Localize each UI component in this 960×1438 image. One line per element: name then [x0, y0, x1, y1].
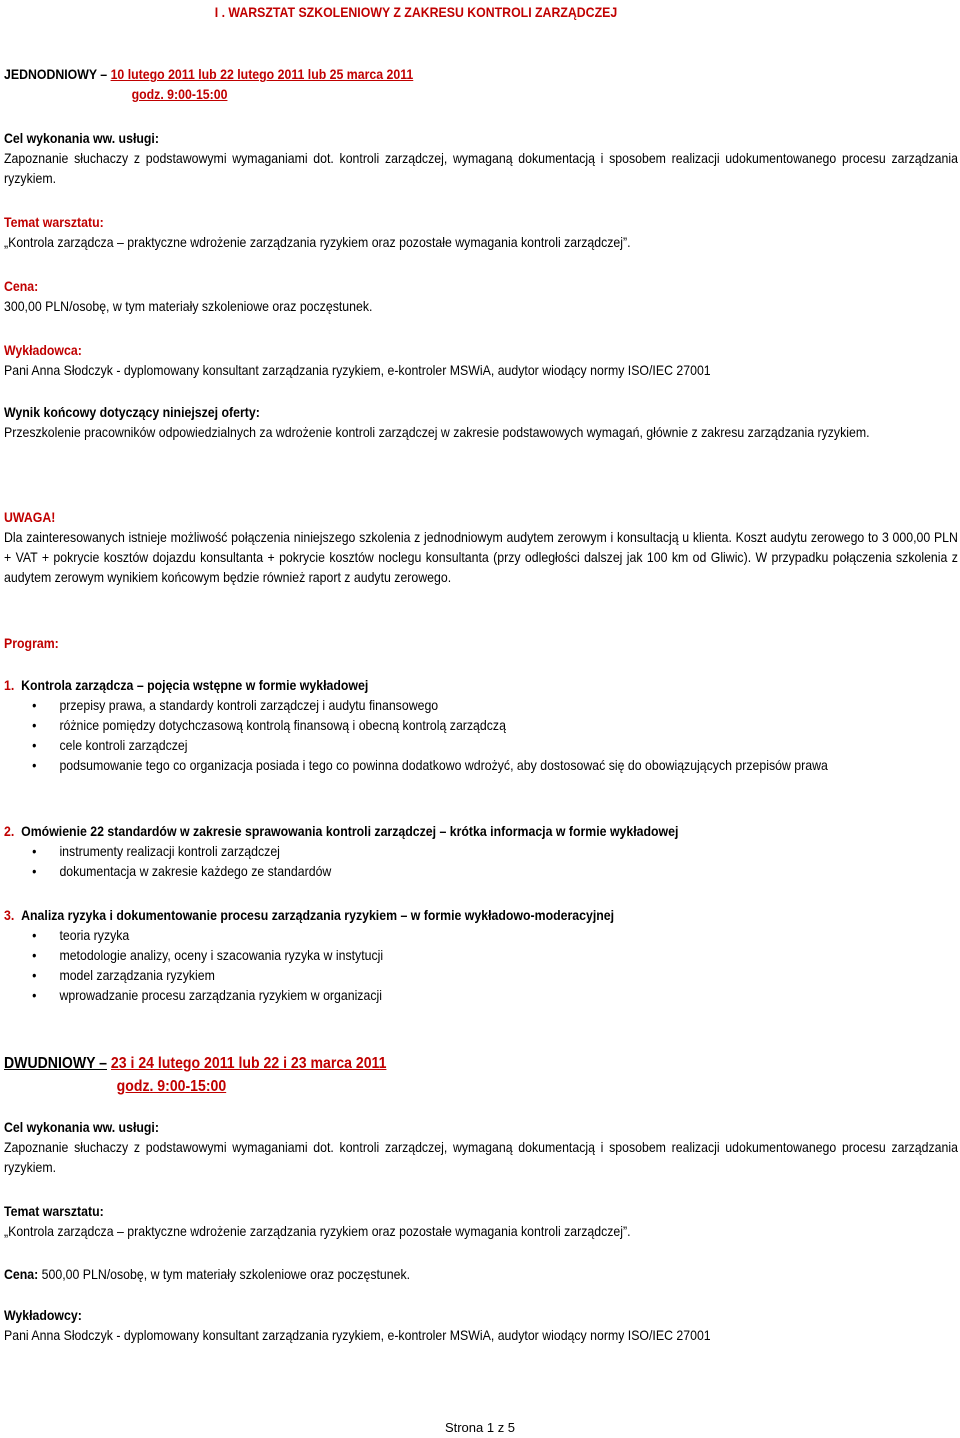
program-3-item: • model zarządzania ryzykiem	[4, 965, 958, 985]
program-1-number: 1.	[4, 677, 15, 693]
document-title	[4, 2, 958, 22]
program-3-number: 3.	[4, 907, 15, 923]
program-1-item: • przepisy prawa, a standardy kontroli zarządczej i audytu finansowego	[4, 695, 958, 715]
two-day-topic-text: „Kontrola zarządcza – praktyczne wdrożenie zarządzania ryzykiem oraz pozostałe wymagania kontroli zarządczej”.	[4, 1223, 631, 1239]
one-day-topic	[4, 212, 958, 252]
two-day-lecturer-text: Pani Anna Słodczyk - dyplomowany konsultant zarządzania ryzykiem, e-kontroler MSWiA, audytor wiodący normy ISO/IEC 27001	[4, 1327, 711, 1343]
two-day-dates: 23 i 24 lutego 2011 lub 22 i 23 marca 2011	[110, 1055, 387, 1072]
notice-text: Dla zainteresowanych istnieje możliwość połączenia niniejszego szkolenia z jednodniowym audytem zerowym i konsultacją u klienta. Koszt audytu zerowego to 3 000,00 PLN + VAT + pokrycie kosztów dojazdu konsultanta + pokrycie kosztów noclegu konsultanta (przy odległości dalszej jak 100 km od Gliwic). W przypadku połączenia szkolenia z audytem zerowym wynikiem końcowym będzie również raport z audytu zerowego.	[4, 529, 958, 585]
two-day-topic-label: Temat warsztatu:	[4, 1203, 104, 1219]
one-day-result	[4, 402, 958, 442]
program-3-item: • metodologie analizy, oceny i szacowania ryzyka w instytucji	[4, 945, 958, 965]
two-day-topic	[4, 1201, 958, 1241]
one-day-price-text: 300,00 PLN/osobę, w tym materiały szkoleniowe oraz poczęstunek.	[4, 298, 373, 314]
one-day-lecturer	[4, 340, 958, 380]
one-day-goal	[4, 128, 958, 188]
one-day-price-label: Cena:	[4, 278, 39, 294]
one-day-topic-text: „Kontrola zarządcza – praktyczne wdrożenie zarządzania ryzykiem oraz pozostałe wymagania kontroli zarządczej”.	[4, 234, 631, 250]
notice-label: UWAGA!	[4, 509, 56, 525]
one-day-lecturer-text: Pani Anna Słodczyk - dyplomowany konsultant zarządzania ryzykiem, e-kontroler MSWiA, audytor wiodący normy ISO/IEC 27001	[4, 362, 711, 378]
two-day-price-text: 500,00 PLN/osobę, w tym materiały szkoleniowe oraz poczęstunek.	[38, 1266, 411, 1282]
program-2-number: 2.	[4, 823, 15, 839]
program-1-title: Kontrola zarządcza – pojęcia wstępne w formie wykładowej	[21, 677, 369, 693]
program-2-item: • dokumentacja w zakresie każdego ze standardów	[4, 861, 958, 881]
two-day-goal-text: Zapoznanie słuchaczy z podstawowymi wymaganiami dot. kontroli zarządczej, wymaganą dokumentacją i sposobem realizacji udokumentowanego procesu zarządzania ryzykiem.	[4, 1139, 958, 1175]
program-section-2	[4, 821, 958, 881]
two-day-goal-label: Cel wykonania ww. usługi:	[4, 1119, 159, 1135]
one-day-hours: godz. 9:00-15:00	[131, 86, 228, 102]
program-section-1	[4, 675, 958, 775]
one-day-notice	[4, 507, 958, 587]
program-label-text: Program:	[4, 635, 59, 651]
program-1-item: • podsumowanie tego co organizacja posiada i tego co powinna dodatkowo wdrożyć, aby dostosować się do obowiązujących przepisów prawa	[4, 755, 958, 775]
one-day-label: JEDNODNIOWY –	[4, 66, 108, 82]
program-label	[4, 633, 958, 653]
two-day-goal	[4, 1117, 958, 1177]
program-2-title: Omówienie 22 standardów w zakresie sprawowania kontroli zarządczej – krótka informacja w formie wykładowej	[21, 823, 679, 839]
one-day-topic-label: Temat warsztatu:	[4, 214, 104, 230]
one-day-result-label: Wynik końcowy dotyczący niniejszej oferty:	[4, 404, 260, 420]
two-day-heading	[4, 1052, 958, 1098]
one-day-goal-label: Cel wykonania ww. usługi:	[4, 130, 159, 146]
two-day-label: DWUDNIOWY –	[4, 1055, 108, 1072]
two-day-lecturer	[4, 1305, 958, 1345]
two-day-hours: godz. 9:00-15:00	[116, 1078, 227, 1095]
program-3-item: • wprowadzanie procesu zarządzania ryzykiem w organizacji	[4, 985, 958, 1005]
program-1-item: • cele kontroli zarządczej	[4, 735, 958, 755]
page-footer: Strona 1 z 5	[444, 1420, 516, 1435]
program-section-3	[4, 905, 958, 1005]
one-day-result-text: Przeszkolenie pracowników odpowiedzialnych za wdrożenie kontroli zarządczej w zakresie podstawowych wymagań, głównie z zakresu zarządzania ryzykiem.	[4, 424, 870, 440]
two-day-price-label: Cena:	[4, 1266, 39, 1282]
program-3-title: Analiza ryzyka i dokumentowanie procesu zarządzania ryzykiem – w formie wykładowo-moderacyjnej	[21, 907, 615, 923]
one-day-heading	[4, 64, 958, 104]
two-day-price	[4, 1264, 958, 1284]
program-1-item: • różnice pomiędzy dotychczasową kontrolą finansową i obecną kontrolą zarządczą	[4, 715, 958, 735]
program-3-item: • teoria ryzyka	[4, 925, 958, 945]
document-title-text: I . WARSZTAT SZKOLENIOWY Z ZAKRESU KONTROLI ZARZĄDCZEJ	[214, 4, 618, 20]
one-day-lecturer-label: Wykładowca:	[4, 342, 82, 358]
one-day-price	[4, 276, 958, 316]
two-day-lecturer-label: Wykładowcy:	[4, 1307, 82, 1323]
program-2-item: • instrumenty realizacji kontroli zarządczej	[4, 841, 958, 861]
one-day-dates: 10 lutego 2011 lub 22 lutego 2011 lub 25 marca 2011	[110, 66, 414, 82]
one-day-goal-text: Zapoznanie słuchaczy z podstawowymi wymaganiami dot. kontroli zarządczej, wymaganą dokumentacją i sposobem realizacji udokumentowanego procesu zarządzania ryzykiem.	[4, 150, 958, 186]
